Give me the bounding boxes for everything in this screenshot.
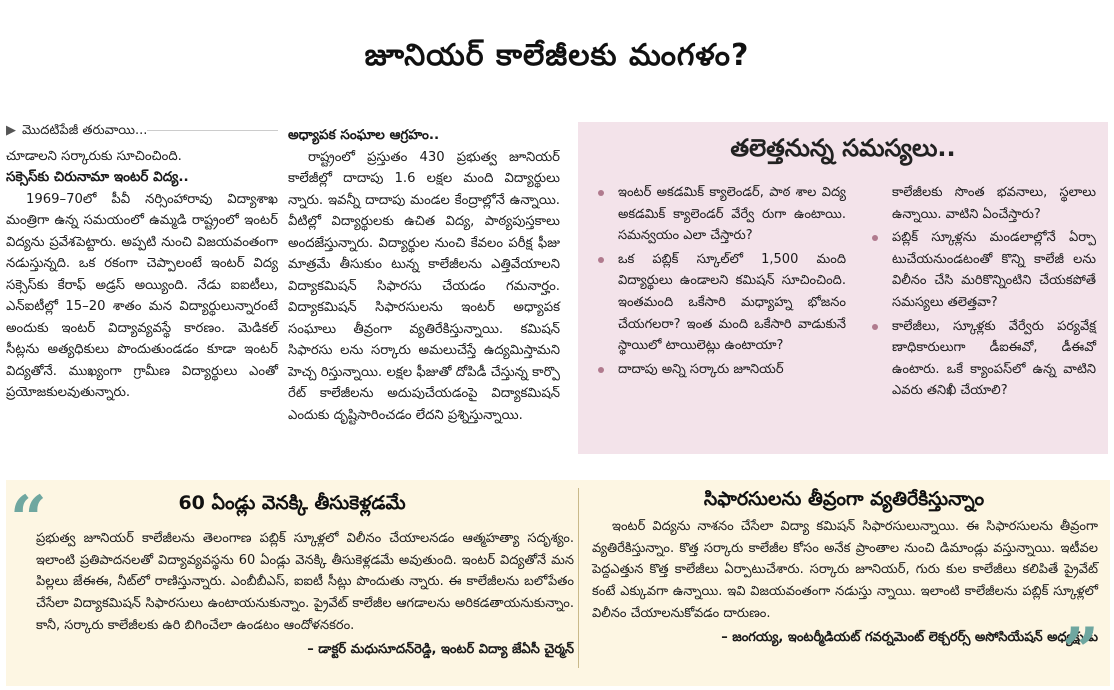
headline: జూనియర్ కాలేజీలకు మంగళం? [364, 38, 750, 73]
subheading: సక్సెస్‌కు చిరునామా ఇంటర్ విద్య.. [6, 169, 189, 185]
bullet-icon [598, 367, 604, 373]
article-column-2 [288, 125, 560, 426]
quote-attribution: – డాక్టర్ మధుసూదన్‌రెడ్డి, ఇంటర్ విద్యా జేఏసీ చైర్మన్ [307, 641, 574, 657]
issues-sidebar [578, 122, 1108, 454]
quote-right [592, 516, 1098, 648]
sidebar-bullet: దాదాపు అన్ని సర్కారు జూనియర్ [604, 359, 846, 381]
quote-body: ఇంటర్ విద్యను నాశనం చేసేలా విద్యా కమిషన్ సిఫారసులున్నాయి. ఈ సిఫారసులను తీవ్రంగా వ్యతిరేకిస్తున్నాం. కొత్త సర్కారు కాలేజీల కోసం అనేక ప్రాంతాల నుంచి డిమాండ్లు వస్తున్నాయి. ఇటీవల పెద్దఎత్తున కొత్త కాలేజీలు ఏర్పాటుచేశారు. సర్కారు జూనియర్, గురు కుల కాలేజీలు కలిపితే ప్రైవేట్ కంటే ఎక్కువగా ఉన్నాయి. ఇవి విజయవంతంగా నడుస్తు న్నాయి. ఇలాంటి కాలేజీలను పబ్లిక్ స్కూళ్లలో విలీనం చేయాలనుకోవడం దారుణం. [592, 519, 1098, 621]
quote-body: ప్రభుత్వ జూనియర్ కాలేజీలను తెలంగాణ పబ్లిక్ స్కూళ్లలో విలీనం చేయాలనడం ఆత్మహత్యా సదృశ్యం. ఇలాంటి ప్రతిపాదనలతో విద్యావ్యవస్థను 60 ఏండ్లు వెనక్కి తీసుకెళ్లడమే అవుతుంది. ఇంటర్ విద్యతోనే మన పిల్లలు జేఈఈ, నీట్‌లో రాణిస్తున్నారు. ఎంబీబీఎస్, ఐఐటీ సీట్లు పొందుతు న్నారు. ఈ కాలేజీలను బలోపేతం చేసేలా విద్యాకమిషన్ సిఫారసులు ఉంటాయనుకున్నాం. ప్రైవేట్ కాలేజీల ఆగడాలను అరికడతాయనుకున్నాం. కానీ, సర్కారు కాలేజీలకు ఉరి బిగించేలా ఉండటం ఆందోళనకరం. [36, 531, 574, 633]
paragraph: 1969–70లో పీవీ నర్సింహారావు విద్యాశాఖ మంత్రిగా ఉన్న సమయంలో ఉమ్మడి రాష్ట్రంలో ఇంటర్ విద్యను ప్రవేశపెట్టారు. అప్పటి నుంచి విజయవంతంగా నడుస్తున్నది. ఒక రకంగా చెప్పాలంటే ఇంటర్ విద్య సక్సెస్‌కు కేరాఫ్ అడ్రస్ అయ్యింది. నేడు ఐఐటీలు, ఎన్ఐటీల్లో 15–20 శాతం మన విద్యార్థులున్నారంటే అందుకు ఇంటర్ విద్యావ్యవస్థే కారణం. మెడికల్ సీట్లను అత్యధికులు పొందుతుండడం కూడా ఇంటర్ విద్యతోనే. ముఖ్యంగా గ్రామీణ విద్యార్థులు ఎంతో ప్రయోజకులవుతున్నారు. [6, 191, 278, 400]
continued-from-label: మొదటిపేజీ తరువాయి... [22, 123, 148, 138]
bullet-icon [872, 324, 878, 330]
open-quote-icon: “ [10, 482, 47, 557]
sidebar-bullet: కాలేజీలు, స్కూళ్లకు వేర్వేరు పర్యవేక్ష ణాధికారులుగా డీఐఈవో, డీఈవో ఉంటారు. ఒకే క్యాంపస్‌లో ఉన్న వాటిని ఎవరు తనిఖీ చేయాలి? [878, 316, 1096, 402]
sidebar-column-2 [878, 182, 1096, 404]
quote-heading-right: సిఫారసులను తీవ్రంగా వ్యతిరేకిస్తున్నాం [703, 488, 985, 510]
close-quote-icon: ” [1062, 614, 1099, 689]
quote-left [36, 528, 574, 660]
sidebar-bullet: ఒక పబ్లిక్ స్కూల్‌లో 1,500 మంది విద్యార్థులు ఉండాలని కమిషన్ సూచించింది. ఇంతమంది ఒకేసారి మధ్యాహ్న భోజనం చేయగలరా? ఇంత మంది ఒకేసారి వాడుకునే స్థాయిలో టాయిలెట్లు ఉంటాయా? [604, 249, 846, 357]
paragraph: రాష్ట్రంలో ప్రస్తుతం 430 ప్రభుత్వ జూనియర్ కాలేజీల్లో దాదాపు 1.6 లక్షల మంది విద్యార్థులు న్నారు. ఇవన్నీ దాదాపు మండల కేంద్రాల్లోనే ఉన్నాయి. వీటిల్లో విద్యార్థులకు ఉచిత విద్య, పాఠ్యపుస్తకాలు అందజేస్తున్నారు. విద్యార్థుల నుంచి కేవలం పరీక్ష ఫీజు మాత్రమే తీసుకుం టున్న కాలేజీలను ఎత్తివేయాలని విద్యాకమిషన్ సిఫారసు చేయడం గమనార్హం. విద్యాకమిషన్ సిఫారసులను ఇంటర్ అధ్యాపక సంఘాలు తీవ్రంగా వ్యతిరేకిస్తున్నాయి. కమిషన్ సిఫారసు లను సర్కారు అమలుచేస్తే ఉద్యమిస్తామని హెచ్చ రిస్తున్నాయి. లక్షల ఫీజుతో దోపిడీ చేస్తున్న కార్పొ రేట్ కాలేజీలను అదుపుచేయడంపై విద్యాకమిషన్ ఎందుకు దృష్టిసారించడం లేదని ప్రశ్నిస్తున్నాయి. [288, 149, 560, 423]
sidebar-column-1 [604, 182, 846, 382]
sidebar-continuation: కాలేజీలకు సొంత భవనాలు, స్థలాలు ఉన్నాయి. వాటిని ఏంచేస్తారు? [892, 185, 1096, 222]
bullet-icon [872, 235, 878, 241]
bullet-icon [598, 257, 604, 263]
quote-heading-left: 60 ఏండ్లు వెనక్కి తీసుకెళ్లడమే [178, 492, 406, 514]
subheading: అధ్యాపక సంఘాల ఆగ్రహం.. [288, 127, 440, 143]
sidebar-title: తలెత్తనున్న సమస్యలు.. [730, 134, 956, 162]
chevron-right-icon: ▶ [6, 123, 16, 138]
quote-attribution: – జంగయ్య, ఇంటర్మీడియట్ గవర్నమెంట్ లెక్చరర్స్ అసోసియేషన్ అధ్యక్షుడు [721, 629, 1098, 645]
continued-from-line [6, 120, 278, 142]
article-column-1 [6, 120, 278, 404]
bullet-icon [598, 190, 604, 196]
sidebar-bullet: ఇంటర్ అకడమిక్ క్యాలెండర్, పాఠ శాల విద్య అకడమిక్ క్యాలెండర్ వేర్వే రుగా ఉంటాయి. సమన్వయం ఎలా చేస్తారు? [604, 182, 846, 247]
divider [578, 488, 579, 668]
sidebar-bullet: పబ్లిక్ స్కూళ్లను మండలాల్లోనే ఏర్పా టుచేయనుండటంతో కొన్ని కాలేజీ లను విలీనం చేసి మరికొన్నింటిని చేయకపోతే సమస్యలు తలెత్తవా? [878, 227, 1096, 313]
paragraph: చూడాలని సర్కారుకు సూచించింది. [6, 148, 182, 164]
